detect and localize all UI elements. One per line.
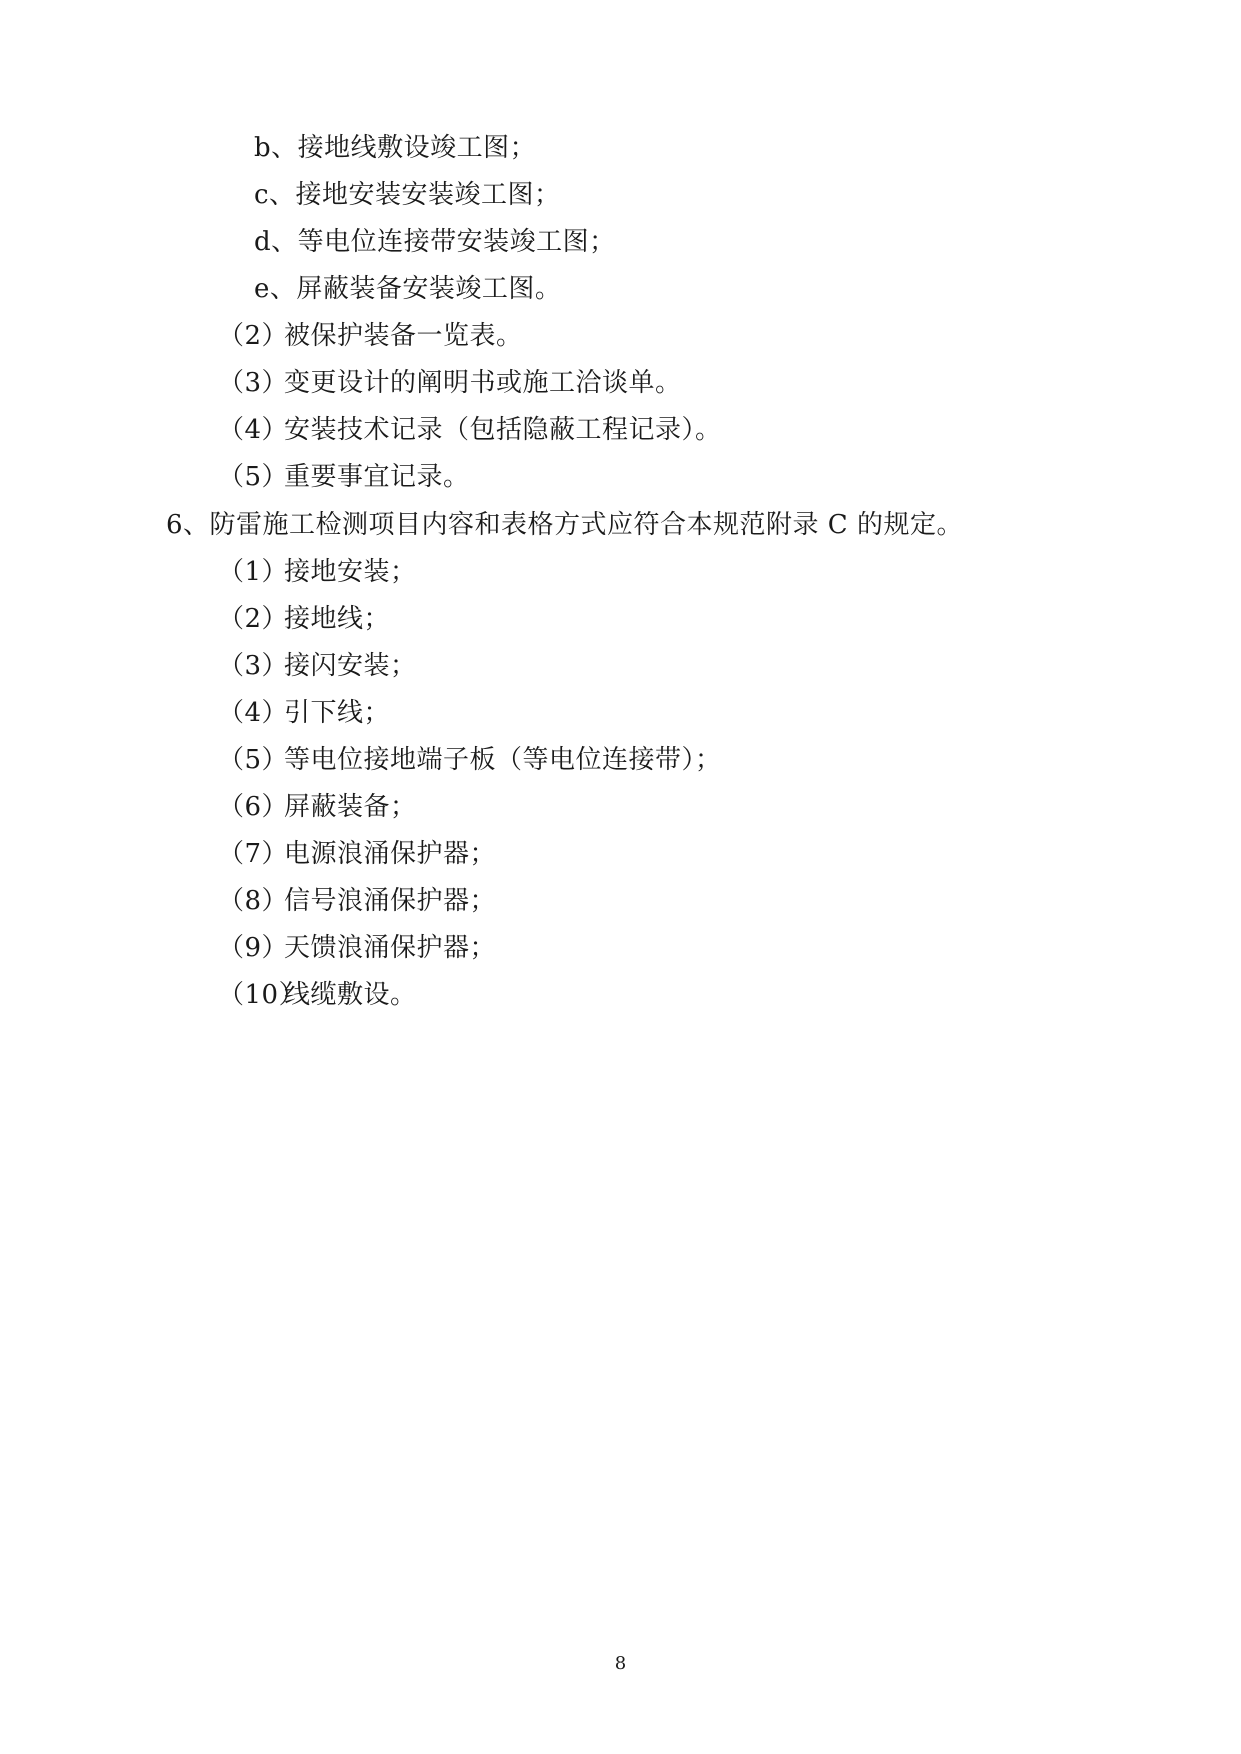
section6-item-8 [218, 884, 496, 918]
item-number: （3） [218, 368, 289, 398]
sub-item-e [254, 272, 561, 306]
item-text: 线缆敷设。 [284, 980, 417, 1010]
item-text: 被保护装备一览表。 [284, 321, 523, 351]
sub-item-text: d、等电位连接带安装竣工图； [254, 227, 616, 257]
item-text: 天馈浪涌保护器； [284, 933, 497, 963]
section6-item-5 [218, 743, 722, 777]
page-number: 8 [614, 1653, 627, 1674]
section6-item-7 [218, 837, 496, 871]
item-number: （9） [218, 933, 289, 963]
section6-item-9 [218, 931, 496, 965]
section6-item-1 [218, 555, 417, 589]
item-number: （3） [218, 651, 289, 681]
item-text: 信号浪涌保护器； [284, 886, 497, 916]
section6-item-2 [218, 602, 390, 636]
item-number: （6） [218, 792, 289, 822]
sub-item-text: e、屏蔽装备安装竣工图。 [254, 274, 562, 304]
item-number: （7） [218, 839, 289, 869]
item-text: 安装技术记录（包括隐蔽工程记录）。 [284, 415, 722, 445]
sub-item-b [254, 131, 536, 165]
item-number: （2） [218, 604, 289, 634]
item-text: 重要事宜记录。 [284, 462, 470, 492]
sub-item-text: c、接地安装安装竣工图； [254, 180, 561, 210]
item-number: （10） [218, 980, 306, 1010]
sub-item-text: b、接地线敷设竣工图； [254, 133, 537, 163]
section6-item-3 [218, 649, 417, 683]
section6-item-4 [218, 696, 390, 730]
item-number: （4） [218, 698, 289, 728]
item-text: 接地线； [284, 604, 391, 634]
sub-item-d [254, 225, 616, 259]
section6-item-10 [218, 978, 417, 1012]
item-text: 屏蔽装备； [284, 792, 417, 822]
item-number: （1） [218, 557, 289, 587]
item-text: 变更设计的阐明书或施工洽谈单。 [284, 368, 682, 398]
item-number: （4） [218, 415, 289, 445]
item-number: （5） [218, 462, 289, 492]
item-text: 接闪安装； [284, 651, 417, 681]
section6-item-6 [218, 790, 417, 824]
records-item-3 [218, 366, 682, 400]
item-number: （5） [218, 745, 289, 775]
item-number: （8） [218, 886, 289, 916]
item-text: 等电位接地端子板（等电位连接带）； [284, 745, 722, 775]
item-text: 电源浪涌保护器； [284, 839, 497, 869]
item-text: 接地安装； [284, 557, 417, 587]
section-heading-text: 6、防雷施工检测项目内容和表格方式应符合本规范附录 C 的规定。 [166, 510, 963, 540]
item-text: 引下线； [284, 698, 391, 728]
records-item-4 [218, 413, 722, 447]
records-item-5 [218, 460, 470, 494]
sub-item-c [254, 178, 561, 212]
records-item-2 [218, 319, 523, 353]
item-number: （2） [218, 321, 289, 351]
section-6-heading [166, 508, 963, 542]
